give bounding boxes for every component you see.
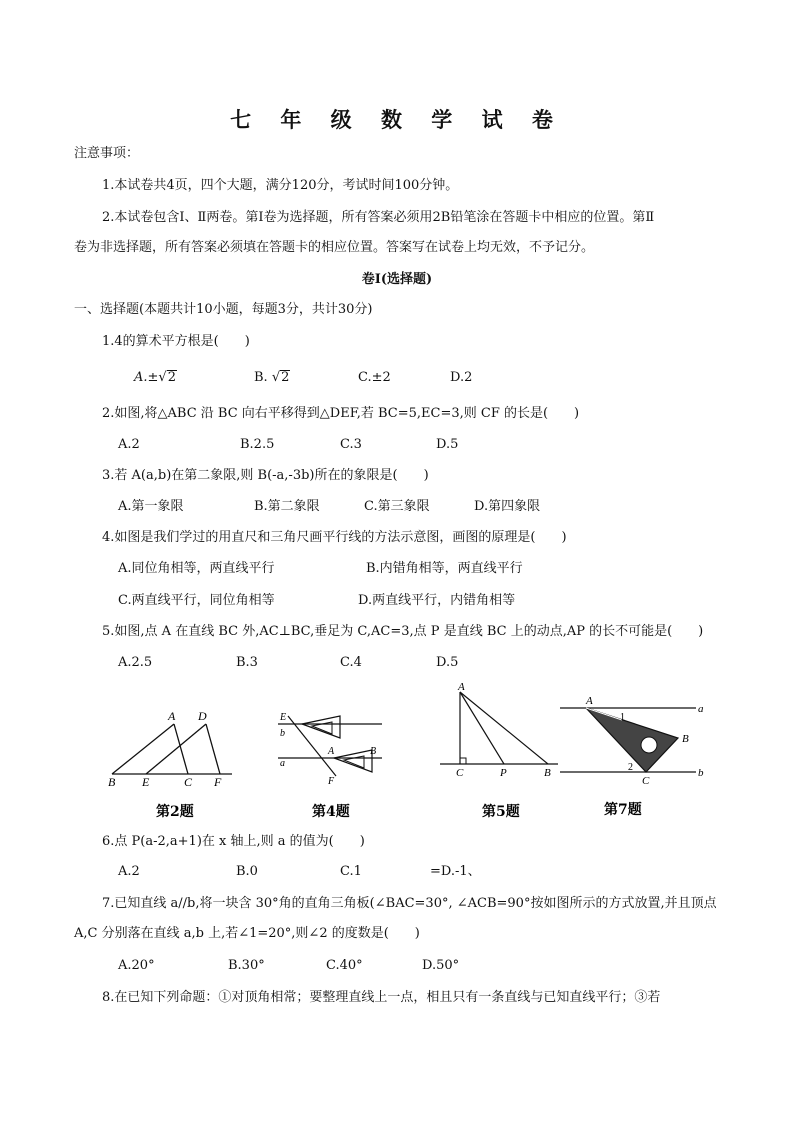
fig5-label-p: P [500, 767, 507, 779]
q2-option-a: A.2 [118, 437, 140, 452]
fig2-side-ab [112, 724, 174, 774]
figures-row [100, 680, 720, 820]
q1-option-d: D.2 [450, 370, 473, 385]
fig2-label-a: A [168, 709, 176, 723]
fig7-caption: 第7题 [604, 802, 642, 818]
q7-option-b: B.30° [228, 958, 265, 973]
fig2-label-e: E [142, 775, 150, 789]
q7-stem-line-2: A,C 分别落在直线 a,b 上,若∠1=20°,则∠2 的度数是( ) [74, 926, 420, 941]
notice-item-2-line-1: 2.本试卷包含Ⅰ、Ⅱ两卷。第Ⅰ卷为选择题，所有答案必须用2B铅笔涂在答题卡中相应的位置。第Ⅱ [102, 210, 655, 225]
q1-option-a-prefix: A.± [134, 370, 159, 385]
fig5-label-c: C [456, 767, 464, 779]
q6-stem: 6.点 P(a-2,a+1)在 x 轴上,则 a 的值为( ) [102, 834, 365, 849]
q1-option-b [254, 370, 290, 386]
q3-stem: 3.若 A(a,b)在第二象限,则 B(-a,-3b)所在的象限是( ) [102, 468, 429, 483]
fig2-label-f: F [214, 775, 222, 789]
fig2-caption: 第2题 [156, 804, 194, 820]
q1-option-a [134, 370, 177, 386]
fig7-label-angle-2: 2 [628, 762, 633, 773]
fig7-label-angle-1: 1 [620, 712, 625, 723]
q5-option-c: C.4 [340, 655, 362, 670]
q7-option-c: C.40° [326, 958, 363, 973]
fig7-label-line-b: b [698, 767, 704, 779]
figure-4 [278, 712, 382, 820]
q4-option-b: B.内错角相等，两直线平行 [366, 561, 523, 576]
q8-stem: 8.在已知下列命题：①对顶角相常；要整理直线上一点，相且只有一条直线与已知直线平行；③若 [102, 990, 661, 1005]
q1-stem: 1.4的算术平方根是( ) [102, 334, 250, 349]
fig4-caption: 第4题 [312, 804, 350, 820]
fig4-triangle-lower [334, 750, 372, 772]
q5-stem: 5.如图,点 A 在直线 BC 外,AC⊥BC,垂足为 C,AC=3,点 P 是直线 BC 上的动点,AP 的长不可能是( ) [102, 624, 704, 639]
fig4-label-e: E [280, 712, 287, 723]
notice-heading: 注意事项： [74, 146, 140, 161]
q3-option-b: B.第二象限 [254, 499, 320, 514]
q6-option-a: A.2 [118, 864, 140, 879]
q5-option-a: A.2.5 [118, 655, 153, 670]
fig7-triangle-hole [641, 737, 657, 753]
fig5-label-b: B [544, 767, 551, 779]
q6-option-b: B.0 [236, 864, 258, 879]
q1-option-a-radicand: 2 [167, 370, 176, 385]
radical-sign-icon: √ [271, 370, 281, 385]
fig5-segment-ab [460, 692, 548, 764]
q6-option-c: C.1 [340, 864, 362, 879]
fig5-segment-ap [460, 692, 504, 764]
fig4-triangle-upper [302, 716, 340, 738]
q2-option-b: B.2.5 [240, 437, 275, 452]
section1-title: 一、选择题(本题共计10小题，每题3分，共计30分) [74, 302, 373, 317]
figure-2 [108, 709, 232, 820]
figure-5 [440, 681, 558, 820]
notice-item-1: 1.本试卷共4页，四个大题，满分120分，考试时间100分钟。 [102, 178, 459, 193]
q5-option-b: B.3 [236, 655, 258, 670]
fig7-label-a: A [586, 695, 593, 707]
q7-option-a: A.20° [118, 958, 155, 973]
q1-option-b-radicand: 2 [281, 370, 290, 385]
q1-option-c: C.±2 [358, 370, 391, 385]
q5-option-d: D.5 [436, 655, 459, 670]
fig4-label-f: F [328, 776, 335, 787]
q7-stem-line-1: 7.已知直线 a//b,将一块含 30°角的直角三角板(∠BAC=30°, ∠ACB=90°按如图所示的方式放置,并且顶点 [102, 896, 717, 911]
figure-7 [560, 695, 704, 818]
q3-option-c: C.第三象限 [364, 499, 430, 514]
q4-stem: 4.如图是我们学过的用直尺和三角尺画平行线的方法示意图，画图的原理是( ) [102, 530, 567, 545]
notice-item-2-line-2: 卷为非选择题，所有答案必须填在答题卡的相应位置。答案写在试卷上均无效，不予记分。 [74, 240, 595, 255]
fig4-label-a: A [328, 746, 335, 757]
fig2-label-b: B [108, 775, 116, 789]
q2-stem: 2.如图,将△ABC 沿 BC 向右平移得到△DEF,若 BC=5,EC=3,则 CF 的长是( ) [102, 406, 580, 421]
q3-option-d: D.第四象限 [474, 499, 541, 514]
fig7-label-b: B [682, 733, 689, 745]
q1-option-b-prefix: B. [254, 370, 272, 385]
fig5-right-angle-mark [460, 758, 466, 764]
fig4-label-b: B [370, 746, 377, 757]
q6-option-d: =D.-1、 [430, 864, 481, 879]
fig2-label-d: D [198, 709, 207, 723]
q3-option-a: A.第一象限 [118, 499, 184, 514]
q4-option-d: D.两直线平行，内错角相等 [358, 593, 516, 608]
page-title: 七 年 级 数 学 试 卷 [230, 107, 564, 132]
fig2-side-df [206, 724, 220, 774]
q7-option-d: D.50° [422, 958, 460, 973]
q4-option-a: A.同位角相等，两直线平行 [118, 561, 275, 576]
q4-option-c: C.两直线平行，同位角相等 [118, 593, 275, 608]
q2-option-d: D.5 [436, 437, 459, 452]
fig5-caption: 第5题 [482, 804, 520, 820]
fig4-label-a-line: a [280, 758, 285, 769]
fig2-label-c: C [184, 775, 193, 789]
radical-sign-icon: √ [158, 370, 167, 385]
fig7-label-c: C [642, 775, 650, 787]
fig5-label-a: A [458, 681, 465, 693]
part1-title: 卷Ⅰ(选择题) [361, 272, 433, 287]
fig7-label-line-a: a [698, 703, 704, 715]
q2-option-c: C.3 [340, 437, 362, 452]
fig4-label-b-line: b [280, 728, 285, 739]
